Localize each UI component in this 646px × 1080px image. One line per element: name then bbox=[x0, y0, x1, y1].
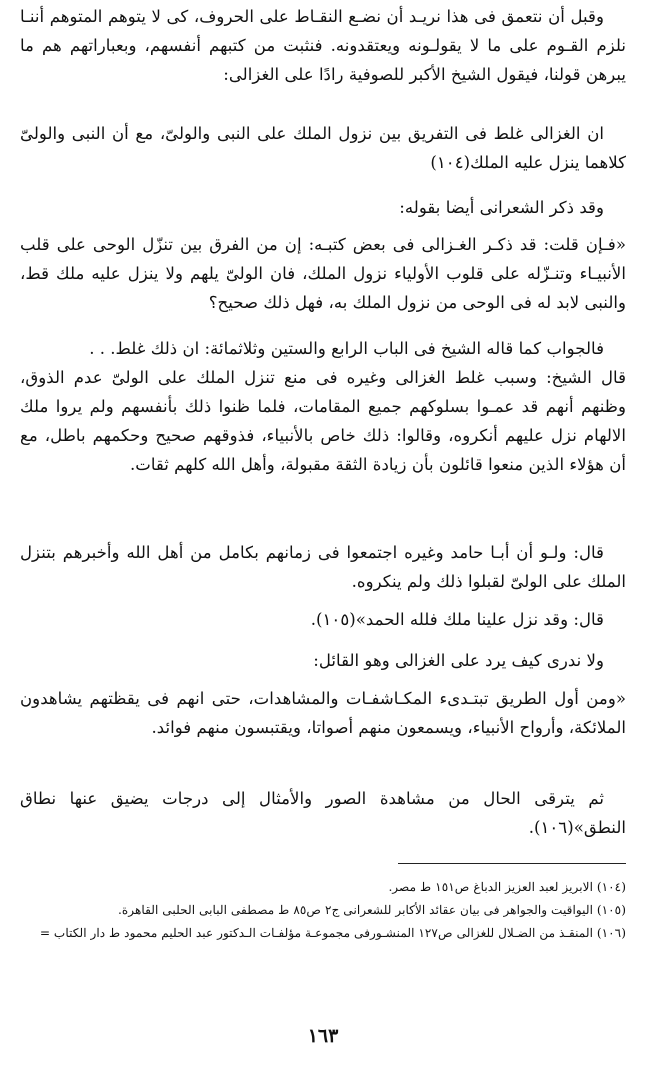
footnote-104: (١٠٤) الابريز لعبد العزيز الدباغ ص١٥١ ط مصر. bbox=[388, 880, 626, 894]
body-paragraph-3: وقد ذكر الشعرانى أيضا بقوله: bbox=[399, 198, 604, 217]
body-paragraph-4: فالجواب كما قاله الشيخ فى الباب الرابع والستين وثلاثمائة: ان ذلك غلط. . . bbox=[89, 339, 604, 358]
footnote-105: (١٠٥) اليواقيت والجواهر فى بيان عقائد الأكابر للشعرانى ج٢ ص٨٥ ط مصطفى البابى الحلبى القاهرة. bbox=[117, 903, 626, 917]
body-paragraph-9: ثم يترقى الحال من مشاهدة الصور والأمثال إلى درجات يضيق عنها نطاق النطق»(١٠٦). bbox=[20, 789, 626, 837]
body-paragraph-2: ان الغزالى غلط فى التفريق بين نزول الملك على النبى والولىّ، مع أن النبى والولىّ كلاهما ينزل عليه الملك(١٠٤) bbox=[20, 124, 626, 172]
body-paragraph-5: قال الشيخ: وسبب غلط الغزالى وغيره فى منع تنزل الملك على الولىّ عدم الذوق، وظنهم أنهم قد عمـوا بسلوكهم جميع المقامات، فلما ظنوا ذلك بأنفسهم ولم يروا ملك الالهام نزل عليهم أنكروه، وقالوا: ذلك خاص بالأنبياء، فذوقهم صحيح وحكمهم باطل، مع أن هؤلاء الذين منعوا قائلون بأن زيادة الثقة مقبولة، وأهل الله كلهم ثقات. bbox=[20, 368, 627, 474]
footnote-divider bbox=[398, 863, 626, 864]
body-paragraph-7: قال: وقد نزل علينا ملك فلله الحمد»(١٠٥). bbox=[310, 610, 604, 629]
footnote-106: (١٠٦) المنقـذ من الضـلال للغزالى ص١٢٧ المنشـورفى مجموعـة مؤلفـات الـدكتور عبد الحليم محمود ط دار الكتاب = bbox=[39, 926, 626, 940]
book-page bbox=[20, 0, 626, 1080]
page-number: ١٦٣ bbox=[307, 1025, 339, 1047]
body-paragraph-1: وقبل أن نتعمق فى هذا نريـد أن نضـع النقـاط على الحروف، كى لا يتوهم المتوهم أننـا نلزم القـوم على ما لا يقولـونه ويعتقدونه. فنثبت من كتبهم أنفسهم، وبعباراتهم هم ما يبرهن قولنا، فيقول الشيخ الأكبر للصوفية رادًا على الغزالى: bbox=[20, 7, 626, 84]
body-paragraph-6: قال: ولـو أن أبـا حامد وغيره اجتمعوا فى زمانهم بكامل من أهل الله وأخبرهم بتنزل الملك على الولىّ لقبلوا ذلك ولم ينكروه. bbox=[20, 543, 626, 591]
quote-paragraph-1: «فـإن قلت: قد ذكـر الغـزالى فى بعض كتبـه: إن من الفرق بين تنزّل الوحى على قلب الأنبيـاء وتنـزّله على قلوب الأولياء نزول الملك، فان الولىّ يلهم ولا ينزل عليه ملك قط، والنبى لابد له فى الوحى من نزول الملك به، فهل ذلك صحيح؟ bbox=[20, 235, 626, 312]
body-paragraph-8: ولا ندرى كيف يرد على الغزالى وهو القائل: bbox=[313, 651, 604, 670]
quote-paragraph-2: «ومن أول الطريق تبتـدىء المكـاشفـات والمشاهدات، حتى انهم فى يقظتهم يشاهدون الملائكة، وأرواح الأنبياء، ويسمعون منهم أصواتا، ويقتبسون منهم فوائد. bbox=[20, 689, 626, 737]
